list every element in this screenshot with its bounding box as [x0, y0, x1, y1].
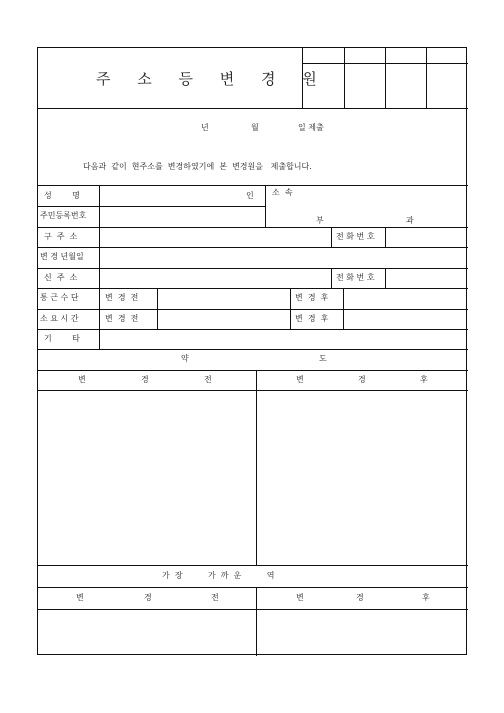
- other-label: 기 타: [44, 334, 80, 343]
- phone-label: 전 화 번 호: [336, 232, 375, 241]
- new-address-label: 신 주 소: [44, 273, 78, 282]
- map-center-divider: [256, 370, 257, 565]
- row-line: [38, 565, 468, 566]
- row-line: [38, 185, 468, 186]
- time-after-label: 변 경 후: [295, 314, 329, 323]
- station-after-char: 경: [356, 593, 364, 602]
- statement-text: 다음과 같이 현주소를 변경하였기에 본 변경원을 제출합니다.: [83, 162, 312, 171]
- map-before-char: 경: [141, 375, 149, 384]
- row-line: [38, 227, 468, 228]
- phone-label-divider: [331, 227, 332, 247]
- approval-box-divider: [385, 48, 386, 108]
- id-number-label: 주민등록번호: [40, 211, 87, 220]
- map-header-right: 도: [319, 354, 327, 363]
- station-after-char: 변: [296, 593, 304, 602]
- row-line: [38, 206, 265, 207]
- row-line: [38, 108, 468, 109]
- station-before-char: 전: [211, 593, 219, 602]
- form-title: 주 소 등 변 경 원: [96, 70, 328, 88]
- map-after-char: 경: [358, 375, 366, 384]
- row-line: [38, 247, 468, 248]
- map-header-left: 약: [181, 354, 189, 363]
- station-header: 가 장 가 까 운 역: [162, 571, 275, 580]
- commute-label: 통 근 수 단: [40, 293, 79, 302]
- map-before-char: 변: [78, 375, 86, 384]
- row-line: [38, 390, 468, 391]
- row-line: [38, 309, 468, 310]
- approval-box-divider: [344, 48, 345, 108]
- row-line: [38, 609, 468, 610]
- address-change-form: [37, 47, 467, 655]
- row-line: [38, 349, 468, 350]
- station-before-char: 경: [144, 593, 152, 602]
- date-month-label: 월: [251, 123, 259, 132]
- date-year-label: 년: [201, 123, 209, 132]
- row-line: [38, 587, 468, 588]
- phone-value-divider: [385, 268, 386, 288]
- dept-bu-label: 부: [316, 216, 324, 225]
- change-date-label: 변 경 년월일: [40, 252, 84, 261]
- commute-after-label: 변 경 후: [295, 293, 329, 302]
- row-line: [38, 329, 468, 330]
- date-day-submit-label: 일 제출: [298, 123, 324, 132]
- row-line: [38, 288, 468, 289]
- row-line: [38, 268, 468, 269]
- phone-value-divider: [385, 227, 386, 247]
- affiliation-label: 소 속: [272, 188, 293, 197]
- map-after-char: 변: [296, 375, 304, 384]
- label-column-line: [99, 185, 100, 349]
- dept-gwa-label: 과: [406, 216, 414, 225]
- approval-box-divider: [302, 48, 303, 108]
- station-after-char: 후: [422, 593, 430, 602]
- map-before-char: 전: [204, 375, 212, 384]
- seal-label: 인: [246, 191, 254, 200]
- row-line: [38, 370, 468, 371]
- approval-box-divider: [426, 48, 427, 108]
- time-before-label: 변 경 전: [105, 314, 139, 323]
- phone-label: 전 화 번 호: [336, 273, 375, 282]
- name-affiliation-divider: [265, 185, 266, 227]
- phone-label-divider: [331, 268, 332, 288]
- time-label: 소 요 시 간: [40, 314, 79, 323]
- station-before-char: 변: [76, 593, 84, 602]
- old-address-label: 구 주 소: [44, 232, 78, 241]
- station-center-divider: [256, 587, 257, 656]
- commute-before-label: 변 경 전: [105, 293, 139, 302]
- name-label: 성 명: [44, 191, 80, 200]
- map-after-char: 후: [420, 375, 428, 384]
